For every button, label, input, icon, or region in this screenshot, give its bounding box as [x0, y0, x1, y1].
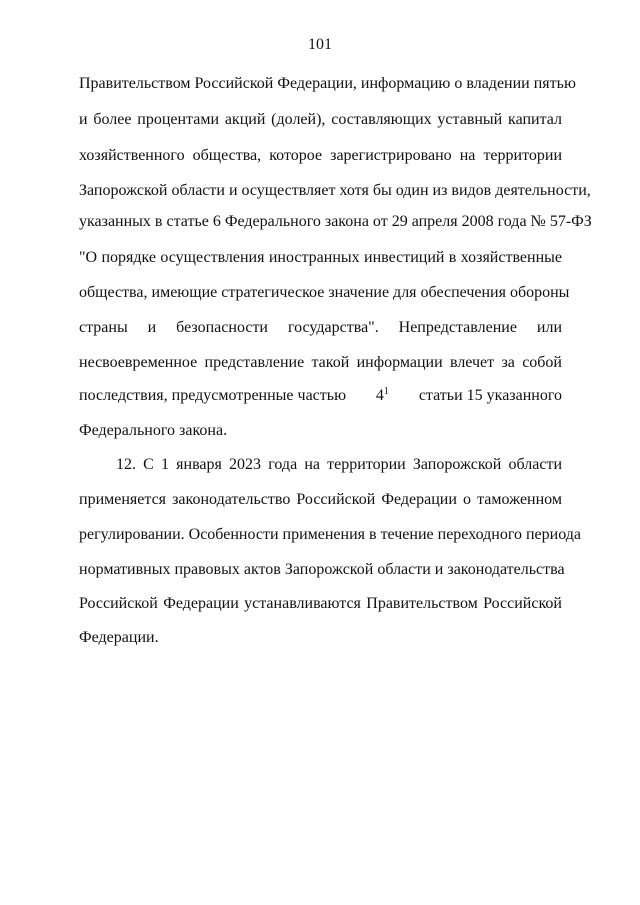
- paragraph1-line1: Правительством Российской Федерации, информацию о владении пятью: [79, 75, 576, 92]
- paragraph2-line3: регулировании. Особенности применения в течение переходного периода: [79, 526, 581, 543]
- part-superscript: 1: [383, 386, 389, 397]
- article-part-reference: [376, 386, 389, 406]
- paragraph1-line8: страны и безопасности государства". Непредставление или: [79, 319, 562, 336]
- paragraph1-line4: Запорожской области и осуществляет хотя бы один из видов деятельности,: [79, 182, 591, 199]
- part-number: 4: [375, 387, 384, 404]
- paragraph1-line5: указанных в статье 6 Федерального закона от 29 апреля 2008 года № 57-ФЗ: [79, 213, 592, 230]
- paragraph2-line1: 12. С 1 января 2023 года на территории Запорожской области: [116, 456, 562, 473]
- paragraph1-line3: хозяйственного общества, которое зарегистрировано на территории: [79, 147, 562, 164]
- paragraph2-line4: нормативных правовых актов Запорожской области и законодательства: [79, 561, 565, 578]
- paragraph2-last-line: Федерации.: [79, 629, 159, 646]
- paragraph2-line5: Российской Федерации устанавливаются Правительством Российской: [79, 595, 562, 612]
- paragraph1-line10: [79, 386, 562, 406]
- paragraph1-line10-start: последствия, предусмотренные частью: [79, 387, 347, 404]
- page-number: 101: [308, 36, 332, 53]
- paragraph2-line2: применяется законодательство Российской Федерации о таможенном: [79, 491, 562, 508]
- paragraph1-line7: общества, имеющие стратегическое значение для обеспечения обороны: [79, 284, 570, 301]
- paragraph1-last-line: Федерального закона.: [79, 422, 228, 439]
- paragraph1-line6: "О порядке осуществления иностранных инвестиций в хозяйственные: [79, 249, 562, 266]
- paragraph1-line2: и более процентами акций (долей), составляющих уставный капитал: [79, 111, 562, 128]
- paragraph1-line10-end: статьи 15 указанного: [418, 387, 562, 404]
- paragraph1-line9: несвоевременное представление такой информации влечет за собой: [79, 354, 562, 371]
